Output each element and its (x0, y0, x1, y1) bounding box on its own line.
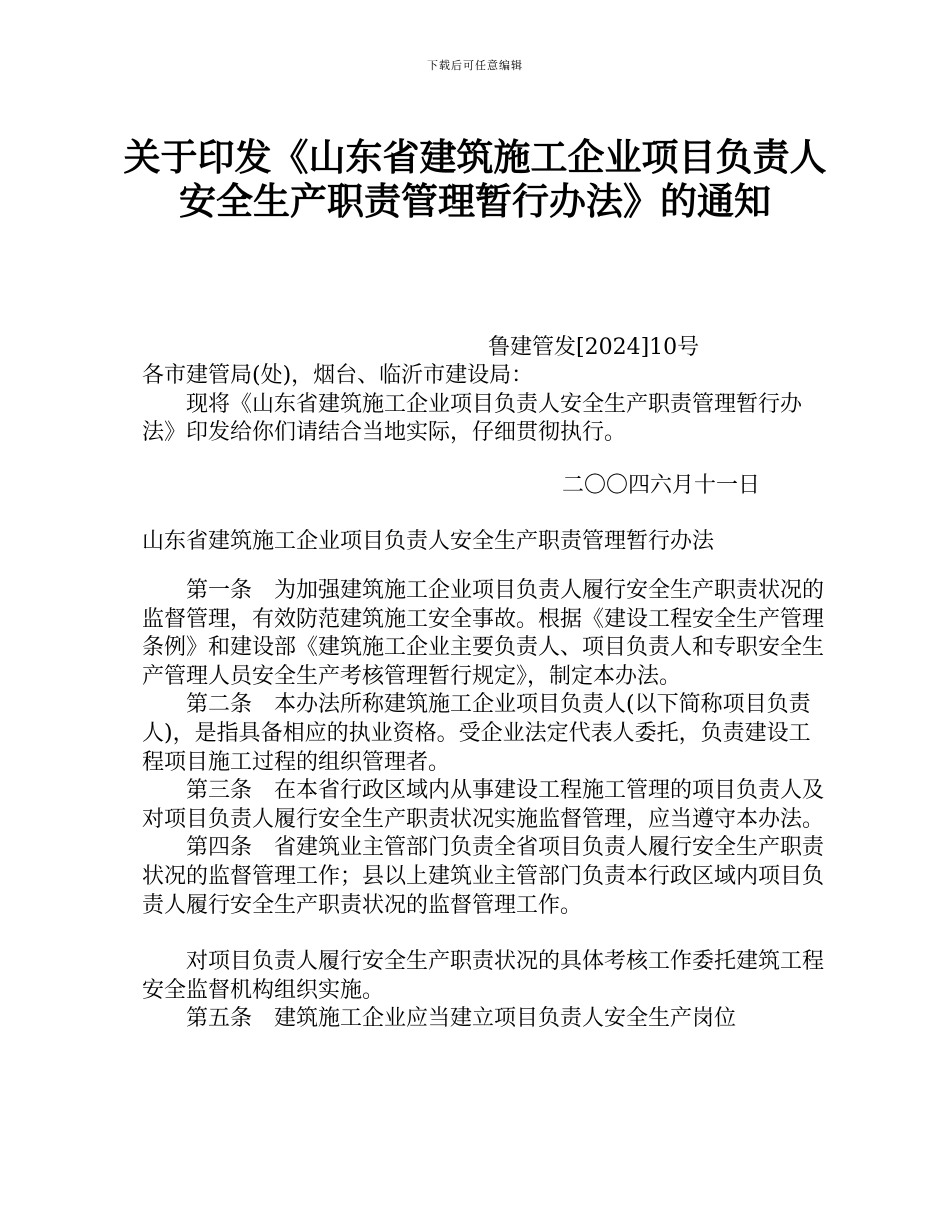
document-body (142, 362, 832, 1034)
document-title: 关于印发《山东省建筑施工企业项目负责人安全生产职责管理暂行办法》的通知 (123, 135, 827, 223)
document-number: 鲁建管发[2024]10号 (488, 335, 700, 360)
regulation-title: 山东省建筑施工企业项目负责人安全生产职责管理暂行办法 (142, 529, 715, 555)
article-3: 第三条 在本省行政区域内从事建设工程施工管理的项目负责人及对项目负责人履行安全生产职责状况实施监督管理，应当遵守本办法。 (142, 778, 825, 832)
issue-date: 二〇〇四六月十一日 (561, 472, 760, 498)
article-4-continued: 对项目负责人履行安全生产职责状况的具体考核工作委托建筑工程安全监督机构组织实施。 (142, 949, 825, 1003)
article-5: 第五条 建筑施工企业应当建立项目负责人安全生产岗位 (186, 1006, 737, 1032)
page-header-note: 下载后可任意编辑 (427, 59, 523, 72)
article-2: 第二条 本办法所称建筑施工企业项目负责人(以下简称项目负责人)，是指具备相应的执业资格。受企业法定代表人委托，负责建设工程项目施工过程的组织管理者。 (142, 692, 811, 775)
addressee-line: 各市建管局(处)，烟台、临沂市建设局： (142, 363, 534, 388)
article-4: 第四条 省建筑业主管部门负责全省项目负责人履行安全生产职责状况的监督管理工作；县以上建筑业主管部门负责本行政区域内项目负责人履行安全生产职责状况的监督管理工作。 (142, 835, 825, 918)
article-1: 第一条 为加强建筑施工企业项目负责人履行安全生产职责状况的监督管理，有效防范建筑施工安全事故。根据《建设工程安全生产管理条例》和建设部《建筑施工企业主要负责人、项目负责人和专职安全生产管理人员安全生产考核管理暂行规定》，制定本办法。 (142, 577, 825, 689)
spacer (142, 557, 832, 577)
intro-paragraph: 现将《山东省建筑施工企业项目负责人安全生产职责管理暂行办法》印发给你们请结合当地实际，仔细贯彻执行。 (142, 391, 803, 446)
spacer (142, 920, 832, 948)
